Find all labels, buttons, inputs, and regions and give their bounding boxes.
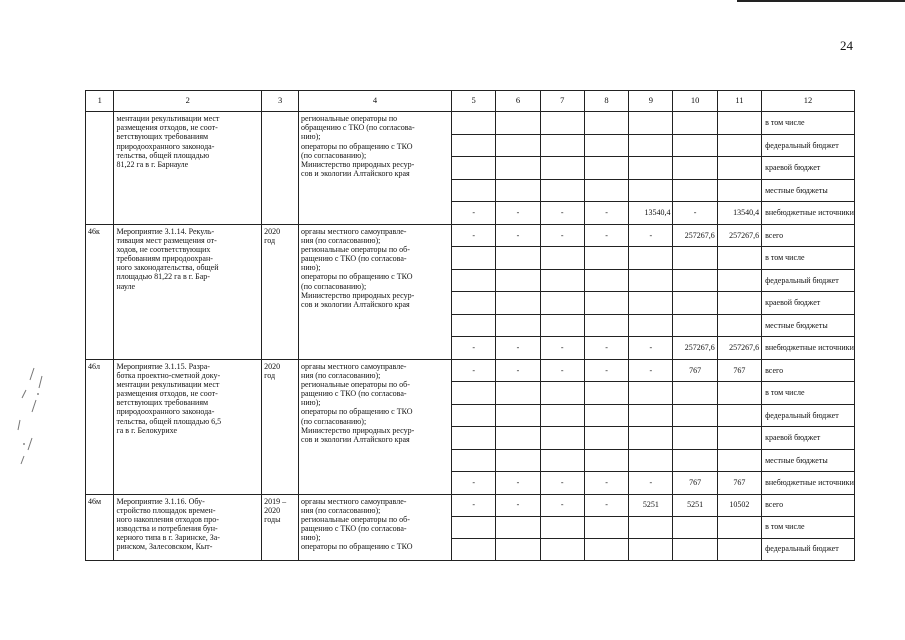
funding-source-label: краевой бюджет — [762, 292, 855, 315]
period-cell: 2020 год — [262, 359, 299, 494]
value-cell: - — [584, 337, 628, 360]
value-cell: - — [540, 224, 584, 247]
funding-source-label: всего — [762, 359, 855, 382]
row-number-cell: 46м — [86, 494, 114, 560]
header-col: 3 — [262, 91, 299, 112]
value-cell: 257267,6 — [673, 337, 717, 360]
value-cell: - — [496, 337, 540, 360]
header-col: 8 — [584, 91, 628, 112]
funding-source-label: внебюджетные источники — [762, 337, 855, 360]
value-cell: - — [629, 472, 673, 495]
value-cell: 767 — [673, 472, 717, 495]
value-cell: - — [629, 224, 673, 247]
value-cell: 257267,6 — [717, 224, 761, 247]
funding-source-label: внебюджетные источники — [762, 202, 855, 225]
value-cell: - — [584, 224, 628, 247]
funding-source-label: местные бюджеты — [762, 179, 855, 202]
row-number-cell: 46л — [86, 359, 114, 494]
table-row — [86, 112, 855, 135]
period-cell: 2019 – 2020 годы — [262, 494, 299, 560]
value-cell: - — [540, 472, 584, 495]
header-col: 1 — [86, 91, 114, 112]
value-cell: - — [452, 472, 496, 495]
funding-source-label: местные бюджеты — [762, 449, 855, 472]
header-col: 12 — [762, 91, 855, 112]
responsible-executors: органы местного самоуправле- ния (по согласованию); региональные операторы по об- ращению с ТКО (по согласова- нию); операторы по обращению с ТКО (по согласованию); Министерство природных ресур- сов и экологии Алтайского края — [299, 359, 452, 494]
value-cell: - — [540, 359, 584, 382]
funding-source-label: краевой бюджет — [762, 427, 855, 450]
funding-source-label: федеральный бюджет — [762, 538, 855, 560]
value-cell: - — [452, 359, 496, 382]
header-col: 5 — [452, 91, 496, 112]
scan-edge-line — [737, 0, 905, 2]
funding-source-label: в том числе — [762, 247, 855, 270]
measure-description: Мероприятие 3.1.14. Рекуль- тивация мест размещения от- ходов, не соответствующих требованиям природоохран- ного законодательства, общей площадью 81,22 га в г. Бар- науле — [114, 224, 262, 359]
measure-description: ментации рекультивации мест размещения отходов, не соот- ветствующих требованиям природоохранного законода- тельства, общей площадью 81,22 га в г. Барнауле — [114, 112, 262, 225]
funding-source-label: федеральный бюджет — [762, 404, 855, 427]
value-cell: - — [540, 337, 584, 360]
header-col: 6 — [496, 91, 540, 112]
row-number-cell — [86, 112, 114, 225]
value-cell: 10502 — [717, 494, 761, 516]
program-measures-table — [85, 90, 855, 561]
value-cell: - — [584, 494, 628, 516]
funding-source-label: местные бюджеты — [762, 314, 855, 337]
funding-source-label: внебюджетные источники — [762, 472, 855, 495]
scan-artifact-marks — [12, 360, 52, 470]
value-cell: - — [673, 202, 717, 225]
funding-source-label: федеральный бюджет — [762, 269, 855, 292]
responsible-executors: органы местного самоуправле- ния (по согласованию); региональные операторы по об- ращению с ТКО (по согласова- нию); операторы по обращению с ТКО — [299, 494, 452, 560]
value-cell: - — [584, 202, 628, 225]
funding-source-label: в том числе — [762, 516, 855, 538]
value-cell: - — [540, 202, 584, 225]
value-cell: 5251 — [629, 494, 673, 516]
header-col: 4 — [299, 91, 452, 112]
value-cell: - — [452, 337, 496, 360]
value-cell: 767 — [717, 359, 761, 382]
value-cell: - — [496, 472, 540, 495]
value-cell: - — [584, 359, 628, 382]
responsible-executors: органы местного самоуправле- ния (по согласованию); региональные операторы по об- ращению с ТКО (по согласова- нию); операторы по обращению с ТКО (по согласованию); Министерство природных ресур- сов и экологии Алтайского края — [299, 224, 452, 359]
header-col: 11 — [717, 91, 761, 112]
value-cell: 13540,4 — [717, 202, 761, 225]
value-cell: - — [540, 494, 584, 516]
value-cell: - — [629, 337, 673, 360]
value-cell: 257267,6 — [673, 224, 717, 247]
value-cell: - — [496, 202, 540, 225]
funding-source-label: всего — [762, 224, 855, 247]
measure-description: Мероприятие 3.1.16. Обу- стройство площадок времен- ного накопления отходов про- изводства и потребления бун- керного типа в г. Заринске, За- ринском, Залесовском, Кыт- — [114, 494, 262, 560]
value-cell: - — [496, 494, 540, 516]
funding-source-label: в том числе — [762, 382, 855, 405]
row-number-cell: 46к — [86, 224, 114, 359]
value-cell: 767 — [673, 359, 717, 382]
value-cell: - — [584, 472, 628, 495]
value-cell: - — [452, 494, 496, 516]
funding-source-label: всего — [762, 494, 855, 516]
measure-description: Мероприятие 3.1.15. Разра- ботка проектно-сметной доку- ментации рекультивации мест размещения отходов, не соот- ветствующих требованиям природоохранного законода- тельства, общей площадью 6,5 га в г. Белокурихе — [114, 359, 262, 494]
value-cell: 13540,4 — [629, 202, 673, 225]
column-number-header — [86, 91, 855, 112]
table-row — [86, 494, 855, 516]
funding-source-label: в том числе — [762, 112, 855, 135]
value-cell: - — [496, 359, 540, 382]
value-cell: 5251 — [673, 494, 717, 516]
value-cell: - — [452, 202, 496, 225]
page-number: 24 — [840, 38, 853, 53]
header-col: 7 — [540, 91, 584, 112]
funding-source-label: федеральный бюджет — [762, 134, 855, 157]
value-cell: 767 — [717, 472, 761, 495]
header-col: 9 — [629, 91, 673, 112]
value-cell: 257267,6 — [717, 337, 761, 360]
period-cell: 2020 год — [262, 224, 299, 359]
header-col: 10 — [673, 91, 717, 112]
header-col: 2 — [114, 91, 262, 112]
value-cell: - — [452, 224, 496, 247]
table-row — [86, 359, 855, 382]
period-cell — [262, 112, 299, 225]
table-row — [86, 224, 855, 247]
responsible-executors: региональные операторы по обращению с ТКО (по согласова- нию); операторы по обращению с ТКО (по согласованию); Министерство природных ресур- сов и экологии Алтайского края — [299, 112, 452, 225]
value-cell: - — [629, 359, 673, 382]
funding-source-label: краевой бюджет — [762, 157, 855, 180]
value-cell: - — [496, 224, 540, 247]
